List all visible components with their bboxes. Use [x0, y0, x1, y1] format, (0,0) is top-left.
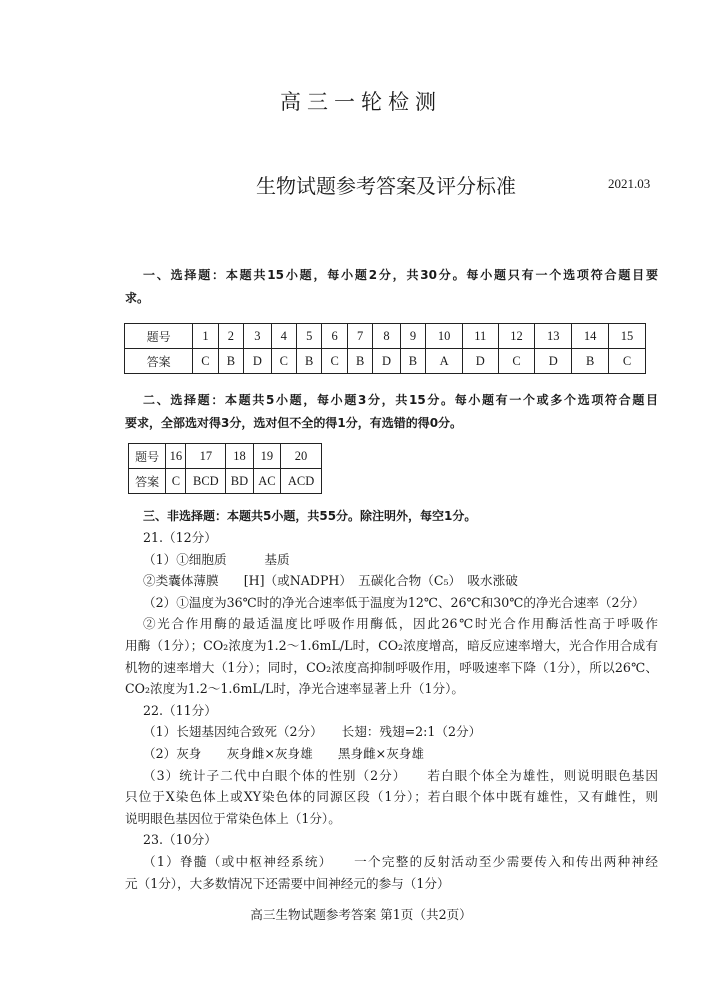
question-number: 9: [400, 324, 425, 349]
answer-cell: D: [244, 349, 271, 374]
answer-line: 用酶（1分）；CO₂浓度为1.2～1.6mL/L时，CO₂浓度增高，暗反应速率增大，光合作用合成有: [125, 638, 658, 653]
section2-instruction-cont: 要求，全部选对得3分，选对但不全的得1分，有选错的得0分。: [125, 416, 463, 430]
answer-line: （1）①细胞质 基质: [143, 551, 290, 567]
section1-instruction: 一、选择题：本题共15小题，每小题2分，共30分。每小题只有一个选项符合题目要: [143, 268, 658, 282]
answer-line: 机物的速率增大（1分）；同时，CO₂浓度高抑制呼吸作用，呼吸速率下降（1分），所以26℃、: [125, 659, 658, 675]
answer-table-1: [124, 323, 646, 374]
answer-cell: C: [609, 349, 646, 374]
question-number: 11: [463, 324, 499, 349]
document-date: 2021.03: [608, 176, 651, 191]
question-number: 12: [498, 324, 535, 349]
answer-line: （2）灰身 灰身雌×灰身雄 黑身雌×灰身雄: [143, 746, 424, 761]
answer-cell: ACD: [281, 469, 322, 494]
page-footer: 高三生物试题参考答案 第1页（共2页）: [250, 907, 472, 922]
answer-line: 只位于X染色体上或XY染色体的同源区段（1分）；若白眼个体中既有雄性，又有雌性，则: [125, 789, 658, 805]
question-number: 17: [186, 444, 226, 469]
question-number: 1: [193, 324, 218, 349]
document-subtitle: 生物试题参考答案及评分标准: [256, 174, 516, 198]
question-number: 15: [609, 324, 646, 349]
answer-cell: C: [271, 349, 296, 374]
answer-line: 21.（12分）: [143, 530, 217, 545]
row-label: 题号: [125, 324, 193, 349]
question-number: 13: [535, 324, 572, 349]
question-number: 10: [426, 324, 463, 349]
answer-cell: B: [572, 349, 609, 374]
answer-cell: C: [166, 469, 186, 494]
answer-line: （3）统计子二代中白眼个体的性别（2分） 若白眼个体全为雄性，则说明眼色基因: [143, 767, 658, 783]
question-number: 3: [244, 324, 271, 349]
table-row: [125, 324, 646, 349]
section1-instruction-cont: 求。: [125, 291, 150, 305]
table-row: [129, 469, 322, 494]
answer-line: CO₂浓度为1.2～1.6mL/L时，净光合速率显著上升（1分）。: [125, 681, 464, 697]
answer-cell: C: [193, 349, 218, 374]
answer-cell: A: [426, 349, 463, 374]
answer-cell: B: [218, 349, 243, 374]
section3-heading: 三、非选择题：本题共5小题，共55分。除注明外，每空1分。: [143, 509, 477, 523]
question-number: 19: [253, 444, 280, 469]
answer-cell: B: [296, 349, 321, 374]
answer-cell: AC: [253, 469, 280, 494]
question-number: 16: [166, 444, 186, 469]
question-number: 2: [218, 324, 243, 349]
page-title: 高三一轮检测: [280, 90, 442, 114]
answer-line: （2）①温度为36℃时的净光合速率低于温度为12℃、26℃和30℃的净光合速率（2分）: [143, 594, 645, 610]
section2-instruction: 二、选择题：本题共5小题，每小题3分，共15分。每小题有一个或多个选项符合题目: [143, 393, 658, 407]
answer-cell: C: [498, 349, 535, 374]
row-label: 答案: [129, 469, 166, 494]
question-number: 4: [271, 324, 296, 349]
answer-line: 23.（10分）: [143, 832, 217, 848]
answer-line: ②光合作用酶的最适温度比呼吸作用酶低，因此26℃时光合作用酶活性高于呼吸作: [143, 616, 658, 632]
answer-cell: D: [535, 349, 572, 374]
answer-cell: D: [463, 349, 499, 374]
answer-line: ②类囊体薄膜 [H]（或NADPH） 五碳化合物（C₅） 吸水涨破: [143, 573, 518, 589]
answer-cell: B: [400, 349, 425, 374]
answer-cell: B: [347, 349, 372, 374]
question-number: 5: [296, 324, 321, 349]
question-number: 7: [347, 324, 372, 349]
answer-table-2: [128, 443, 322, 494]
question-number: 18: [226, 444, 253, 469]
answer-cell: BD: [226, 469, 253, 494]
question-number: 14: [572, 324, 609, 349]
row-label: 答案: [125, 349, 193, 374]
answer-cell: C: [322, 349, 347, 374]
answer-line: 22.（11分）: [143, 702, 217, 718]
answer-cell: BCD: [186, 469, 226, 494]
table-row: [129, 444, 322, 469]
answer-cell: D: [373, 349, 400, 374]
row-label: 题号: [129, 444, 166, 469]
question-number: 6: [322, 324, 347, 349]
answer-line: 元（1分），大多数情况下还需要中间神经元的参与（1分）: [125, 875, 450, 891]
answer-line: （1）长翅基因纯合致死（2分） 长翅：残翅=2:1（2分）: [143, 724, 482, 740]
answer-line: （1）脊髓（或中枢神经系统） 一个完整的反射活动至少需要传入和传出两种神经: [143, 854, 658, 869]
question-number: 20: [281, 444, 322, 469]
answer-line: 说明眼色基因位于常染色体上（1分）。: [125, 810, 341, 826]
table-row: [125, 349, 646, 374]
question-number: 8: [373, 324, 400, 349]
